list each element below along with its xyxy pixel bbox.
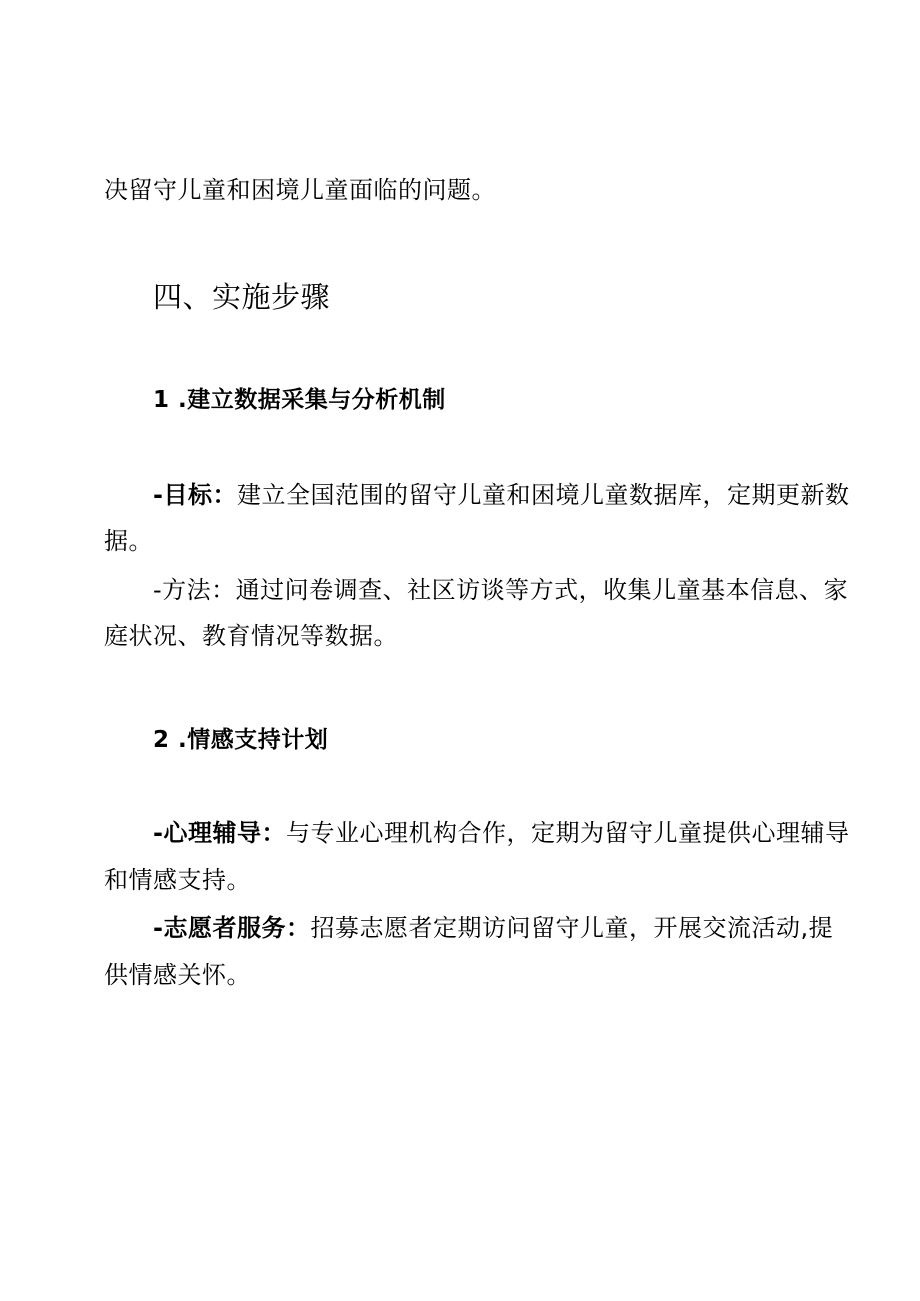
volunteer-text: 招募志愿者定期访问留守儿童，开展交流活动,提 bbox=[310, 914, 834, 942]
step1-goal-line bbox=[153, 481, 849, 509]
continuation-text: 决留守儿童和困境儿童面临的问题。 bbox=[104, 176, 496, 204]
step1-goal-line2: 据。 bbox=[104, 527, 153, 555]
step1-title: 1 .建立数据采集与分析机制 bbox=[153, 387, 446, 413]
step2-counsel-line2: 和情感支持。 bbox=[104, 866, 251, 894]
step1-method-line2: 庭状况、教育情况等数据。 bbox=[104, 622, 398, 650]
step1-method-line: -方法：通过问卷调查、社区访谈等方式，收集儿童基本信息、家 bbox=[153, 576, 849, 604]
step2-volunteer-line bbox=[153, 914, 833, 942]
step2-volunteer-line2: 供情感关怀。 bbox=[104, 961, 251, 989]
volunteer-label: -志愿者服务： bbox=[153, 914, 311, 942]
goal-label: -目标： bbox=[153, 481, 237, 509]
step2-counsel-line bbox=[153, 819, 849, 847]
goal-text: 建立全国范围的留守儿童和困境儿童数据库，定期更新数 bbox=[236, 481, 850, 509]
section-heading: 四、实施步骤 bbox=[153, 280, 331, 314]
counsel-text: 与专业心理机构合作，定期为留守儿童提供心理辅导 bbox=[285, 819, 850, 847]
counsel-label: -心理辅导： bbox=[153, 819, 286, 847]
step2-title: 2 .情感支持计划 bbox=[153, 727, 329, 753]
